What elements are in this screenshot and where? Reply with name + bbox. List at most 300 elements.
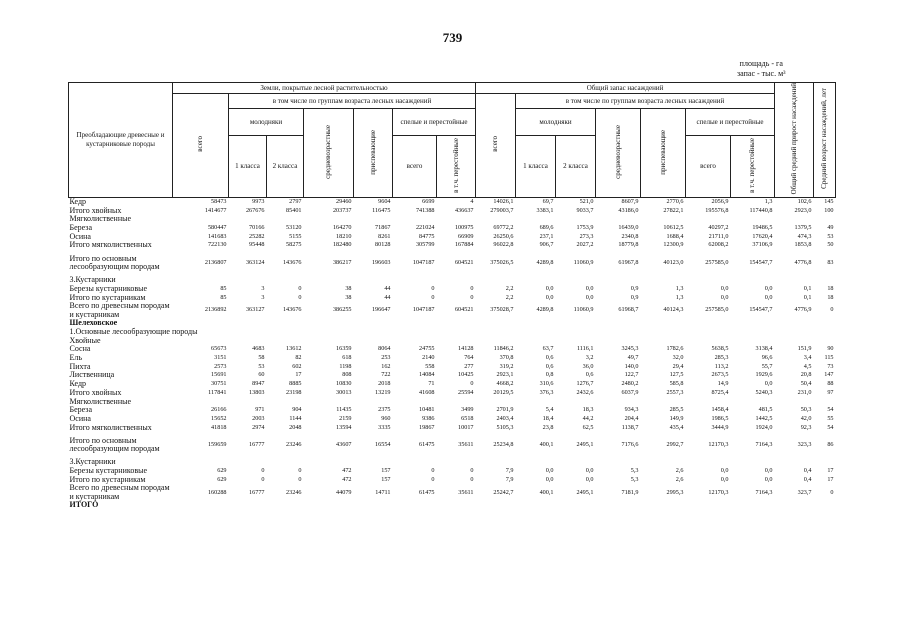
row-label: Всего по древесным породам и кустарникам	[69, 301, 170, 319]
table-cell: 0	[261, 467, 265, 475]
table-cell: 17	[827, 475, 834, 483]
table-cell: 4289,8	[536, 306, 554, 314]
table-cell	[516, 398, 556, 407]
table-cell	[304, 215, 354, 224]
table-cell	[267, 328, 304, 337]
row-label: Лиственница	[69, 370, 115, 380]
table-cell: 2923,1	[496, 371, 514, 379]
table-cell	[229, 328, 267, 337]
table-cell: 38	[345, 293, 352, 301]
table-cell	[229, 458, 267, 467]
table-cell: 0	[470, 284, 474, 292]
table-cell: 472	[342, 475, 352, 483]
table-cell: 90	[827, 345, 834, 353]
table-cell: 0,0	[764, 284, 773, 292]
table-cell: 1986,5	[711, 414, 729, 422]
stock-age-groups-header: в том числе по группам возраста лесных насаждений	[516, 94, 775, 109]
table-cell: 0,6	[585, 371, 594, 379]
table-cell	[641, 328, 686, 337]
table-row	[69, 424, 836, 433]
row-label: Итого мягколиственных	[69, 422, 152, 432]
table-cell: 3444,9	[711, 423, 729, 431]
table-cell: 558	[425, 362, 435, 370]
table-cell: 0	[431, 293, 435, 301]
table-cell	[596, 328, 641, 337]
table-cell: 7,9	[505, 475, 514, 483]
table-cell: 35611	[458, 441, 474, 449]
table-cell	[393, 398, 437, 407]
table-cell: 0	[470, 293, 474, 301]
table-cell: 40297,2	[708, 224, 729, 232]
page-number: 739	[442, 30, 463, 45]
land-young-header: молодняки	[229, 109, 304, 135]
table-cell	[229, 319, 267, 328]
table-cell: 21711,0	[708, 232, 729, 240]
stock-mature-total-header: всего	[686, 135, 731, 197]
table-cell: 1047187	[412, 258, 435, 266]
table-cell	[437, 328, 476, 337]
table-cell: 40124,3	[663, 306, 684, 314]
table-cell: 0,0	[764, 475, 773, 483]
table-cell	[516, 328, 556, 337]
stock-class1-header: 1 класса	[516, 135, 556, 197]
table-cell: 40123,0	[663, 258, 684, 266]
table-cell: 88	[827, 380, 834, 388]
table-cell	[304, 398, 354, 407]
table-cell: 157	[381, 475, 391, 483]
table-row	[69, 233, 836, 242]
table-cell: 83	[827, 258, 834, 266]
table-cell: 151,9	[797, 345, 812, 353]
table-cell: 0,0	[720, 293, 729, 301]
row-label: Березы кустарниковые	[69, 283, 148, 293]
table-cell	[267, 319, 304, 328]
table-cell	[173, 276, 229, 285]
table-cell: 44079	[336, 488, 352, 496]
table-cell: 41608	[419, 388, 435, 396]
table-cell: 69,7	[542, 197, 554, 205]
table-cell: 375026,5	[490, 258, 514, 266]
table-cell: 474,3	[797, 232, 812, 240]
table-cell: 5,3	[630, 467, 639, 475]
table-cell: 9386	[422, 414, 435, 422]
land-group-header: Земли, покрытые лесной растительностью	[173, 83, 476, 94]
table-cell	[731, 398, 775, 407]
table-cell: 196603	[371, 258, 391, 266]
table-cell: 73	[827, 362, 834, 370]
table-cell: 3	[261, 284, 265, 292]
table-cell: 2557,3	[666, 388, 684, 396]
table-cell: 80128	[375, 241, 391, 249]
table-cell: 4668,2	[496, 380, 514, 388]
table-cell: 160288	[207, 488, 227, 496]
table-cell: 143676	[282, 258, 302, 266]
table-cell: 808	[342, 371, 352, 379]
table-cell: 10481	[419, 406, 435, 414]
table-cell: 1782,6	[666, 345, 684, 353]
table-cell	[731, 458, 775, 467]
table-cell: 162	[381, 362, 391, 370]
table-cell: 61968,7	[618, 306, 639, 314]
table-cell: 85	[220, 284, 227, 292]
table-cell	[354, 337, 393, 346]
table-cell: 14,9	[717, 380, 729, 388]
table-row	[69, 294, 836, 303]
table-cell: 36,0	[582, 362, 594, 370]
table-cell: 49	[827, 224, 834, 232]
table-cell: 10425	[458, 371, 474, 379]
table-cell: 61475	[419, 488, 435, 496]
table-cell: 4683	[252, 345, 265, 353]
table-cell: 722	[381, 371, 391, 379]
row-label: Береза	[69, 405, 93, 415]
table-cell	[354, 458, 393, 467]
table-cell: 143676	[282, 306, 302, 314]
table-cell: 0,0	[764, 380, 773, 388]
table-cell: 116475	[372, 206, 391, 214]
table-cell	[556, 458, 596, 467]
row-label: Итого хвойных	[69, 387, 122, 397]
table-cell: 29460	[336, 197, 352, 205]
table-cell: 2340,8	[621, 232, 639, 240]
units-stock: запас - тыс. м³	[737, 69, 786, 78]
table-cell: 82	[295, 354, 302, 362]
table-cell: 7176,6	[621, 441, 639, 449]
table-cell: 43607	[336, 441, 352, 449]
table-cell: 585,8	[669, 380, 684, 388]
table-cell: 10830	[336, 380, 352, 388]
table-cell	[229, 276, 267, 285]
table-cell: 71867	[375, 224, 391, 232]
table-cell: 279003,7	[490, 206, 514, 214]
table-cell	[731, 215, 775, 224]
table-cell: 50,4	[800, 380, 812, 388]
row-label: Кедр	[69, 196, 87, 206]
table-cell	[173, 501, 229, 510]
row-label: Осина	[69, 231, 91, 241]
table-cell	[686, 215, 731, 224]
table-cell: 0	[261, 475, 265, 483]
table-cell	[814, 337, 836, 346]
table-cell	[437, 337, 476, 346]
table-cell: 2,6	[675, 467, 684, 475]
table-cell	[775, 215, 814, 224]
table-cell: 61967,8	[618, 258, 639, 266]
table-cell: 0	[298, 284, 302, 292]
table-cell: 2974	[252, 423, 265, 431]
table-cell: 0,0	[720, 475, 729, 483]
table-cell	[437, 398, 476, 407]
table-cell: 97	[827, 388, 834, 396]
table-cell: 164270	[332, 224, 352, 232]
forest-stock-table	[68, 82, 836, 510]
table-cell	[354, 501, 393, 510]
table-cell: 2003	[252, 414, 265, 422]
table-cell: 689,6	[539, 224, 554, 232]
table-row	[69, 398, 836, 407]
table-cell: 53120	[286, 224, 302, 232]
land-class1-header: 1 класса	[229, 135, 267, 197]
table-cell: 904	[292, 406, 302, 414]
table-cell: 149,9	[669, 414, 684, 422]
table-cell: 182480	[332, 241, 352, 249]
table-cell: 3499	[461, 406, 474, 414]
table-cell	[641, 276, 686, 285]
table-cell: 27822,1	[663, 206, 684, 214]
table-cell: 0,1	[803, 293, 812, 301]
table-cell	[516, 215, 556, 224]
table-cell	[354, 319, 393, 328]
table-cell	[775, 276, 814, 285]
table-cell: 8947	[252, 380, 265, 388]
table-cell: 2495,1	[576, 441, 594, 449]
table-cell: 257585,0	[705, 306, 729, 314]
table-cell: 1414677	[204, 206, 227, 214]
table-cell: 0,0	[585, 293, 594, 301]
stock-overmature-header: в т.ч. перестойные	[731, 135, 775, 197]
table-cell: 147	[824, 371, 834, 379]
table-cell	[686, 337, 731, 346]
table-cell: 7164,3	[755, 488, 773, 496]
table-cell: 8064	[378, 345, 391, 353]
table-cell: 85401	[286, 206, 302, 214]
table-cell	[814, 501, 836, 510]
table-cell: 2018	[378, 380, 391, 388]
table-cell: 113,2	[714, 362, 729, 370]
table-cell	[393, 276, 437, 285]
table-cell: 117440,8	[749, 206, 773, 214]
table-cell	[393, 319, 437, 328]
table-cell: 4776,8	[794, 258, 812, 266]
table-cell: 122,7	[624, 371, 639, 379]
table-cell: 386255	[332, 306, 352, 314]
table-cell: 2432,6	[576, 388, 594, 396]
table-cell	[686, 501, 731, 510]
table-cell: 18,3	[582, 406, 594, 414]
table-cell: 23198	[286, 388, 302, 396]
table-row	[69, 197, 836, 206]
table-cell: 50,3	[800, 406, 812, 414]
row-label: Итого по основным лесообразующим породам	[69, 253, 160, 272]
table-cell: 11846,2	[493, 345, 514, 353]
table-cell	[731, 319, 775, 328]
table-cell	[556, 398, 596, 407]
table-cell: 2136892	[204, 306, 227, 314]
row-label: Березы кустарниковые	[69, 466, 148, 476]
table-cell	[304, 458, 354, 467]
table-cell	[173, 398, 229, 407]
land-mature-total-header: всего	[393, 135, 437, 197]
table-cell	[476, 458, 516, 467]
table-cell	[641, 337, 686, 346]
table-cell	[476, 319, 516, 328]
table-cell: 20,8	[800, 371, 812, 379]
table-cell: 18,4	[542, 414, 554, 422]
table-row	[69, 285, 836, 294]
table-cell: 100	[824, 206, 834, 214]
table-cell: 273,3	[579, 232, 594, 240]
species-header: Преобладающие древесные и кустарниковые породы	[69, 83, 173, 198]
table-cell: 204,4	[624, 414, 639, 422]
table-cell: 1198	[339, 362, 352, 370]
table-cell	[775, 319, 814, 328]
table-cell: 5,4	[545, 406, 554, 414]
table-cell: 53	[258, 362, 265, 370]
stock-mature-header: спелые и перестойные	[686, 109, 775, 135]
table-cell	[596, 501, 641, 510]
table-cell: 400,1	[539, 488, 554, 496]
table-row	[69, 406, 836, 415]
table-cell: 1138,7	[621, 423, 639, 431]
table-cell: 7164,3	[755, 441, 773, 449]
table-cell: 323,7	[797, 488, 812, 496]
table-cell: 2995,3	[666, 488, 684, 496]
table-cell: 62008,2	[708, 241, 729, 249]
table-cell: 115	[824, 354, 834, 362]
table-cell: 363127	[245, 306, 265, 314]
table-cell: 231,0	[797, 388, 812, 396]
table-cell: 15652	[211, 414, 227, 422]
table-cell: 604521	[454, 306, 474, 314]
table-cell	[393, 458, 437, 467]
land-class2-header: 2 класса	[267, 135, 304, 197]
table-row	[69, 389, 836, 398]
table-cell: 3138,4	[755, 345, 773, 353]
land-total-header: всего	[173, 94, 229, 198]
table-cell: 18	[827, 293, 834, 301]
table-cell: 12170,3	[708, 441, 729, 449]
table-cell: 18	[827, 284, 834, 292]
row-label: ИТОГО	[69, 500, 99, 510]
table-cell	[775, 458, 814, 467]
table-cell	[476, 501, 516, 510]
table-cell: 23246	[286, 441, 302, 449]
table-cell	[229, 398, 267, 407]
table-cell: 2480,2	[621, 380, 639, 388]
table-row	[69, 215, 836, 224]
table-cell: 1,3	[764, 197, 773, 205]
row-label: Сосна	[69, 344, 91, 354]
table-cell: 3335	[378, 423, 391, 431]
table-cell: 5638,5	[711, 345, 729, 353]
table-cell: 42,0	[800, 414, 812, 422]
table-cell: 157	[381, 467, 391, 475]
table-cell: 376,3	[539, 388, 554, 396]
table-cell: 722130	[207, 241, 227, 249]
table-cell: 629	[217, 475, 227, 483]
table-cell: 58275	[286, 241, 302, 249]
table-cell: 1688,4	[666, 232, 684, 240]
table-cell: 285,3	[714, 354, 729, 362]
table-cell	[304, 337, 354, 346]
table-cell	[267, 215, 304, 224]
table-cell: 25242,7	[493, 488, 514, 496]
table-cell	[173, 215, 229, 224]
table-cell	[686, 276, 731, 285]
table-cell: 0,9	[630, 284, 639, 292]
table-cell	[731, 501, 775, 510]
table-cell: 310,6	[539, 380, 554, 388]
table-cell	[229, 501, 267, 510]
row-label: Береза	[69, 223, 93, 233]
table-cell: 481,5	[758, 406, 773, 414]
table-cell: 253	[381, 354, 391, 362]
table-cell: 2992,7	[666, 441, 684, 449]
table-cell	[814, 215, 836, 224]
table-cell: 305799	[415, 241, 435, 249]
table-cell: 2403,4	[496, 414, 514, 422]
table-cell: 195576,8	[705, 206, 729, 214]
table-cell: 0,0	[545, 293, 554, 301]
table-cell: 221024	[415, 224, 435, 232]
table-cell	[437, 458, 476, 467]
table-cell: 1853,8	[794, 241, 812, 249]
table-cell	[267, 398, 304, 407]
table-cell: 0	[431, 284, 435, 292]
table-cell: 37106,9	[752, 241, 773, 249]
table-cell	[354, 328, 393, 337]
table-cell: 2573	[214, 362, 227, 370]
table-cell: 0	[470, 475, 474, 483]
table-cell: 6518	[461, 414, 474, 422]
table-cell	[556, 337, 596, 346]
table-cell	[686, 398, 731, 407]
table-cell: 19867	[419, 423, 435, 431]
table-cell: 8885	[289, 380, 302, 388]
table-cell: 5155	[289, 232, 302, 240]
table-cell: 43186,0	[618, 206, 639, 214]
table-cell	[516, 337, 556, 346]
row-label: Пихта	[69, 361, 91, 371]
table-cell: 1,3	[675, 293, 684, 301]
table-cell: 4,5	[803, 362, 812, 370]
table-cell: 86	[827, 441, 834, 449]
table-cell	[556, 501, 596, 510]
table-cell: 35611	[458, 488, 474, 496]
table-cell: 0,6	[545, 362, 554, 370]
table-cell	[173, 337, 229, 346]
table-cell	[596, 319, 641, 328]
table-row	[69, 363, 836, 372]
table-cell: 618	[342, 354, 352, 362]
table-cell: 580447	[207, 224, 227, 232]
table-cell: 0,1	[803, 284, 812, 292]
table-cell: 2770,6	[666, 197, 684, 205]
table-cell: 0	[830, 306, 834, 314]
table-cell: 0,0	[764, 467, 773, 475]
table-cell: 44	[384, 293, 391, 301]
table-cell: 8725,4	[711, 388, 729, 396]
row-label: 1.Основные лесообразующие породы	[69, 326, 198, 336]
table-cell: 14084	[419, 371, 435, 379]
table-cell: 167884	[454, 241, 474, 249]
table-cell: 237,1	[539, 232, 554, 240]
table-cell: 363124	[245, 258, 265, 266]
table-cell	[393, 501, 437, 510]
table-cell: 971	[255, 406, 265, 414]
avg-age-header: Средний возраст насаждений, лет	[814, 83, 836, 198]
table-cell: 23246	[286, 488, 302, 496]
table-cell: 0,4	[803, 475, 812, 483]
table-cell: 8261	[378, 232, 391, 240]
table-cell: 0,0	[764, 293, 773, 301]
table-row	[69, 276, 836, 285]
table-cell	[556, 276, 596, 285]
table-cell: 54	[827, 423, 834, 431]
table-cell: 15691	[211, 371, 227, 379]
table-cell: 71	[428, 380, 435, 388]
table-cell: 3,2	[585, 354, 594, 362]
